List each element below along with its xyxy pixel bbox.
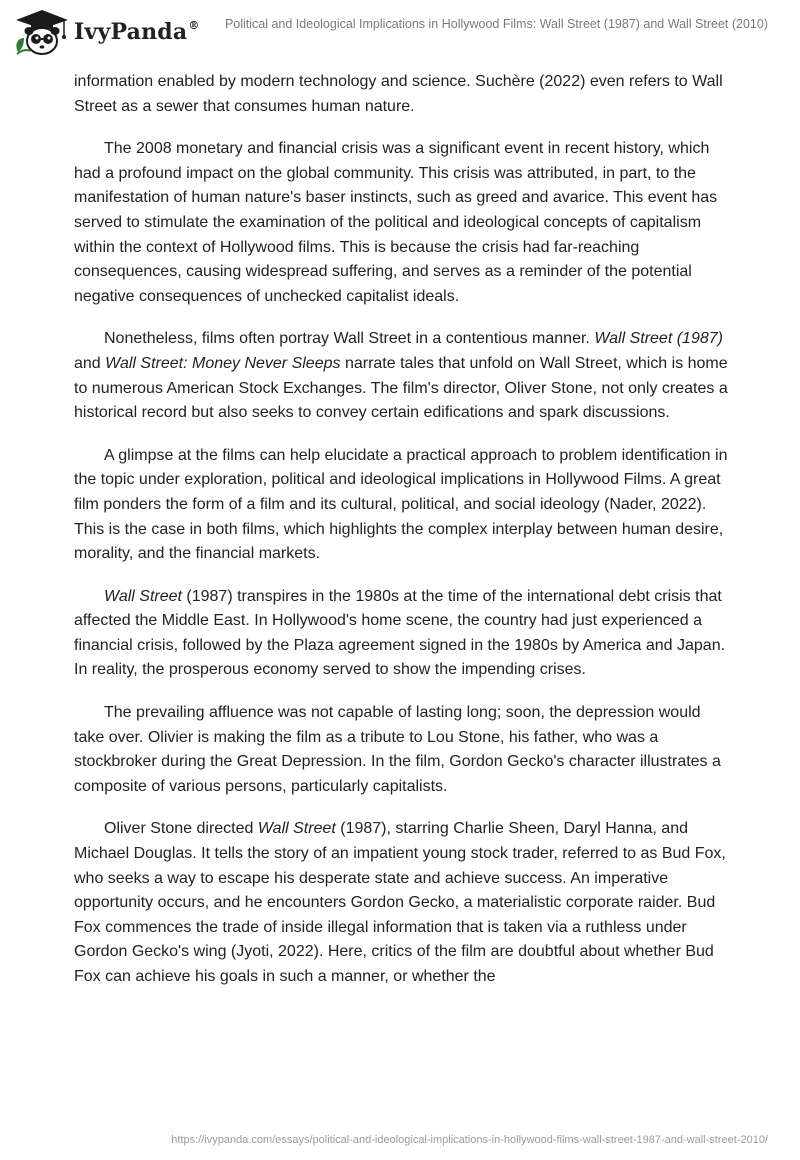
page-header (0, 0, 800, 66)
film-title-italic: Wall Street (104, 587, 182, 605)
paragraph-text: information enabled by modern technology and science. Suchère (2022) even refers to Wall Street as a sewer that consumes human nature. (74, 73, 723, 115)
paragraph-text: (1987), starring Charlie Sheen, Daryl Hanna, and Michael Douglas. It tells the story of an impatient young stock trader, referred to as Bud Fox, who seeks a way to escape his desperate state and achieve success. An imperative opportunity occurs, and he encounters Gordon Gecko, a materialistic corporate raider. Bud Fox commences the trade of inside illegal information that is taken via a ruthless under Gordon Gecko's wing (Jyoti, 2022). Here, critics of the film are doubtful about whether Bud Fox can achieve his goals in such a manner, or whether the (74, 820, 726, 985)
film-title-italic: Wall Street (257, 820, 336, 838)
paragraph-text: A glimpse at the films can help elucidate a practical approach to problem identification in the topic under exploration, political and ideological implications in Hollywood Films. A great film ponders the form of a film and its cultural, political, and social ideology (Nader, 2022). This is the case in both films, which highlights the complex interplay between human desire, morality, and the financial markets. (74, 446, 728, 563)
panda-graduate-icon (12, 8, 72, 58)
film-title-italic: Wall Street (1987) (594, 330, 723, 348)
body-paragraph (74, 585, 730, 683)
brand-name: IvyPanda® (74, 18, 200, 45)
document-title: Political and Ideological Implications in Hollywood Films: Wall Street (1987) and Wall Street (2010) (224, 17, 768, 31)
body-paragraph (74, 137, 730, 309)
paragraph-text: The prevailing affluence was not capable of lasting long; soon, the depression would take over. Olivier is making the film as a tribute to Lou Stone, his father, who was a stockbroker during the Great Depression. In the film, Gordon Gecko's character illustrates a composite of various persons, particularly capitalists. (74, 704, 721, 795)
paragraph-text: (1987) transpires in the 1980s at the time of the international debt crisis that affected the Middle East. In Hollywood's home scene, the country had just experienced a financial crisis, followed by the Plaza agreement signed in the 1980s by America and Japan. In reality, the prosperous economy served to show the impending crises. (74, 587, 726, 679)
essay-body (74, 70, 730, 1008)
paragraph-text: Oliver Stone directed (104, 820, 258, 838)
body-paragraph (74, 817, 730, 989)
paragraph-text: The 2008 monetary and financial crisis was a significant event in recent history, which had a profound impact on the global community. This crisis was attributed, in part, to the manifestation of human nature's baser instincts, such as greed and avarice. This event has served to stimulate the examination of the political and ideological concepts of capitalism within the context of Hollywood films. This is because the crisis had far-reaching consequences, causing widespread suffering, and serves as a reminder of the potential negative consequences of unchecked capitalist ideals. (74, 140, 718, 305)
body-paragraph (74, 70, 730, 119)
paragraph-text: narrate tales that unfold on Wall Street, which is home to numerous American Stock Exchanges. The film's director, Oliver Stone, not only creates a historical record but also seeks to convey certain edifications and spark discussions. (74, 354, 728, 422)
brand-logo[interactable] (12, 8, 212, 58)
film-title-italic: Wall Street: Money Never Sleeps (105, 354, 341, 372)
body-paragraph (74, 444, 730, 567)
source-url[interactable]: https://ivypanda.com/essays/political-and-ideological-implications-in-hollywood-films-wall-street-1987-and-wall-street-2010/ (171, 1134, 768, 1146)
body-paragraph (74, 327, 730, 425)
paragraph-text: and (74, 354, 106, 372)
body-paragraph (74, 701, 730, 799)
paragraph-text: Nonetheless, films often portray Wall Street in a contentious manner. (104, 330, 595, 348)
